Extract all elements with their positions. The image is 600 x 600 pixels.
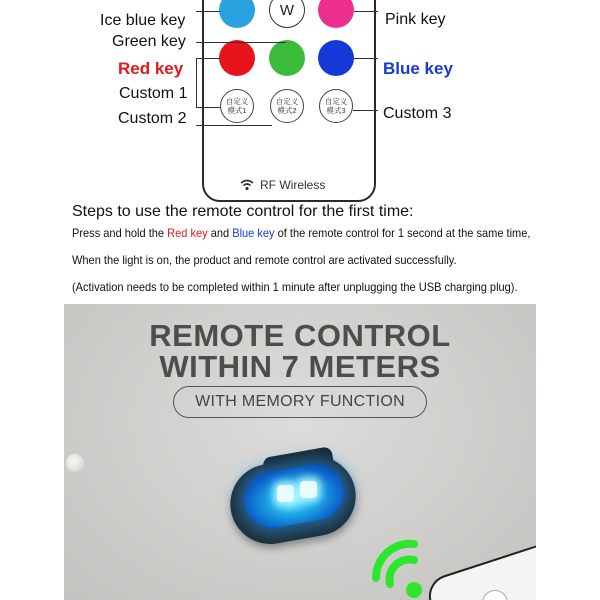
red-key [219,40,255,76]
led-chip-1 [277,485,294,502]
leader-custom-1 [196,107,220,108]
label-pink-key: Pink key [385,11,446,28]
custom-2-key: 自定义 模式2 [270,89,304,123]
leader-red [196,58,220,59]
leader-ice-blue [196,11,220,12]
leader-pink [354,11,378,12]
steps-line-1-suffix: of the remote control for 1 second at the same time, [274,226,531,240]
rf-wireless-label: RF Wireless [260,178,326,192]
custom-3-key: 自定义 模式3 [319,89,353,123]
leader-blue [354,58,378,59]
product-photo-banner [64,304,536,600]
leader-green [196,42,286,43]
steps-title: Steps to use the remote control for the first time: [72,203,414,220]
label-custom-1: Custom 1 [119,85,188,102]
leader-custom-vertical [196,58,197,108]
rf-wireless-badge [240,178,325,192]
banner-headline-1: REMOTE CONTROL [149,318,451,353]
steps-line-3: (Activation needs to be completed within 1 minute after unplugging the USB charging plug). [72,280,518,294]
banner-headline-2: WITHIN 7 METERS [159,349,441,384]
custom-1-key: 自定义 模式1 [220,89,254,123]
steps-line-1 [72,226,530,240]
steps-blue-key: Blue key [232,226,275,240]
suction-cup-dot [66,454,84,472]
steps-line-1-and: and [207,226,233,240]
wifi-icon [240,179,254,191]
white-key-label: W [279,1,295,19]
leader-custom-2 [196,125,272,126]
leader-custom-3 [353,110,378,111]
green-key [269,40,305,76]
memory-function-pill: WITH MEMORY FUNCTION [173,386,427,418]
blue-key [318,40,354,76]
label-blue-key: Blue key [383,59,453,78]
steps-line-2: When the light is on, the product and remote control are activated successfully. [72,253,457,267]
label-ice-blue-key: Ice blue key [100,12,186,29]
label-custom-3: Custom 3 [383,105,452,122]
label-red-key: Red key [118,59,184,78]
label-custom-2: Custom 2 [118,110,187,127]
steps-red-key: Red key [167,226,208,240]
led-chip-2 [300,481,317,498]
steps-line-1-prefix: Press and hold the [72,226,168,240]
label-green-key: Green key [112,33,186,50]
